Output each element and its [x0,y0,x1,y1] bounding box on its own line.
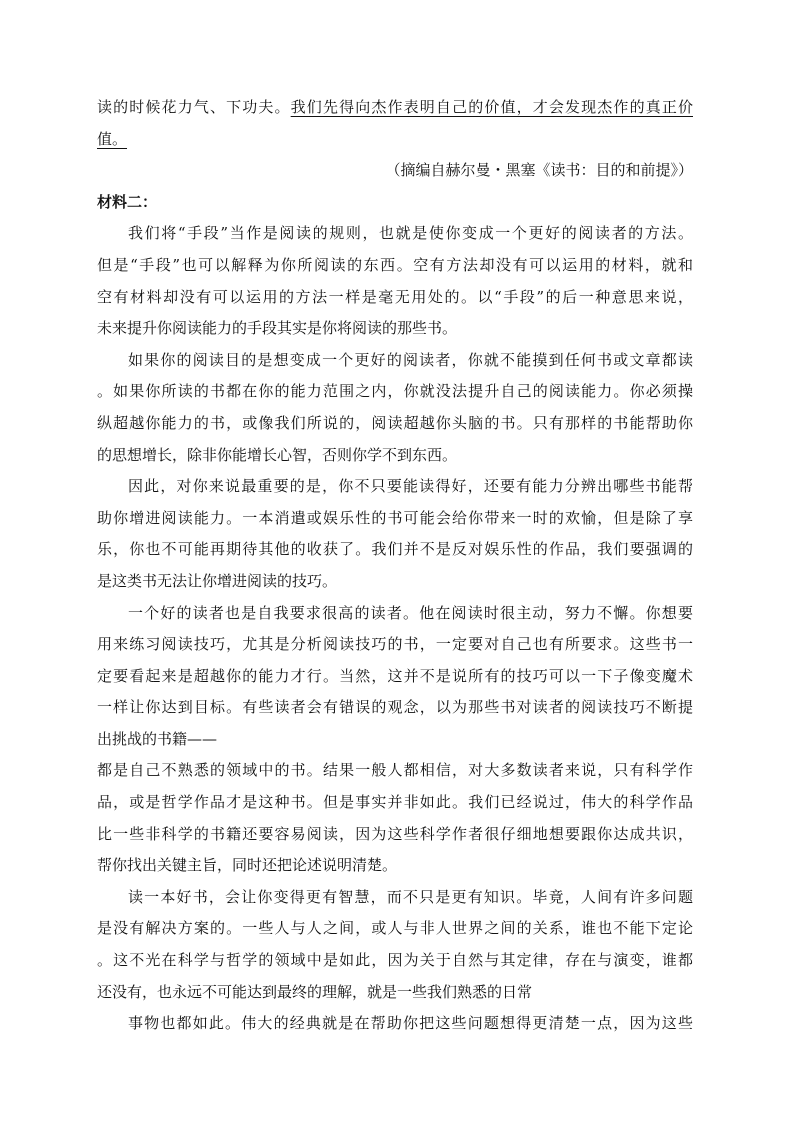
paragraph-line: 我们将“手段”当作是阅读的规则，也就是使你变成一个更好的阅读者的方法。 [128,224,693,243]
paragraph-line: 还没有，也永远不可能达到最终的理解，就是一些我们熟悉的日常 [97,982,533,1001]
underlined-sentence-end: 值。 [97,129,128,148]
paragraph-line: 都是自己不熟悉的领域中的书。结果一般人都相信，对大多数读者来说，只有科学作 [97,761,693,780]
paragraph-line: 定要看起来是超越你的能力才行。当然，这并不是说所有的技巧可以一下子像变魔术 [97,666,693,685]
paragraph-line: 未来提升你阅读能力的手段其实是你将阅读的那些书。 [97,319,458,338]
plain-text: 读的时候花力气、下功夫。 [97,98,291,116]
paragraph-line: 一样让你达到目标。有些读者会有错误的观念，以为那些书对读者的阅读技巧不断提 [97,698,693,717]
paragraph-line: 乐，你也不可能再期待其他的收获了。我们并不是反对娱乐性的作品，我们要强调的 [97,540,693,559]
paragraph-line: 助你增进阅读能力。一本消遣或娱乐性的书可能会给你带来一时的欢愉，但是除了享 [97,508,693,527]
paragraph-line: 纵超越你能力的书，或像我们所说的，阅读超越你头脑的书。只有那样的书能帮助你 [97,413,693,432]
paragraph-line: 。这不光在科学与哲学的领域中是如此，因为关于自然与其定律，存在与演变，谁都 [97,951,693,970]
paragraph-line: 品，或是哲学作品才是这种书。但是事实并非如此。我们已经说过，伟大的科学作品 [97,793,693,812]
paragraph-line: 帮你找出关键主旨，同时还把论述说明清楚。 [97,856,398,875]
paragraph-line: 是这类书无法让你增进阅读的技巧。 [97,571,338,590]
paragraph-line: 如果你的阅读目的是想变成一个更好的阅读者，你就不能摸到任何书或文章都读 [128,350,693,369]
paragraph-line: 是没有解决方案的。一些人与人之间，或人与非人世界之间的关系，谁也不能下定论 [97,919,693,938]
paragraph-line: 用来练习阅读技巧，尤其是分析阅读技巧的书，一定要对自己也有所要求。这些书一 [97,635,693,654]
material1-closing-line-2 [97,124,693,156]
paragraph-line: 。如果你所读的书都在你的能力范围之内，你就没法提升自己的阅读能力。你必须操 [97,382,693,401]
paragraph-line: 出挑战的书籍—— [97,729,218,748]
paragraph-line: 的思想增长，除非你能增长心智，否则你学不到东西。 [97,445,458,464]
section-heading-material2: 材料二： [97,192,158,211]
paragraph-line: 事物也都如此。伟大的经典就是在帮助你把这些问题想得更清楚一点，因为这些 [128,1014,693,1033]
paragraph-line: 因此，对你来说最重要的是，你不只要能读得好，还要有能力分辨出哪些书能帮 [128,477,693,496]
paragraph-line: 空有材料却没有可以运用的方法一样是毫无用处的。以“手段”的后一种意思来说， [97,287,693,306]
paragraph-line: 但是“手段”也可以解释为你所阅读的东西。空有方法却没有可以运用的材料，就和 [97,255,693,274]
document-page [97,92,693,1040]
paragraph-line: 读一本好书，会让你变得更有智慧，而不只是更有知识。毕竟，人间有许多问题 [128,887,693,906]
paragraph-line: 一个好的读者也是自我要求很高的读者。他在阅读时很主动，努力不懈。你想要 [128,603,693,622]
paragraph-line: 比一些非科学的书籍还要容易阅读，因为这些科学作者很仔细地想要跟你达成共识， [97,824,693,843]
underlined-sentence: 我们先得向杰作表明自己的价值，才会发现杰作的真正价 [290,98,693,116]
source-citation: （摘编自赫尔曼・黑塞《读书：目的和前提》） [385,161,693,180]
material1-closing-line [97,92,693,124]
